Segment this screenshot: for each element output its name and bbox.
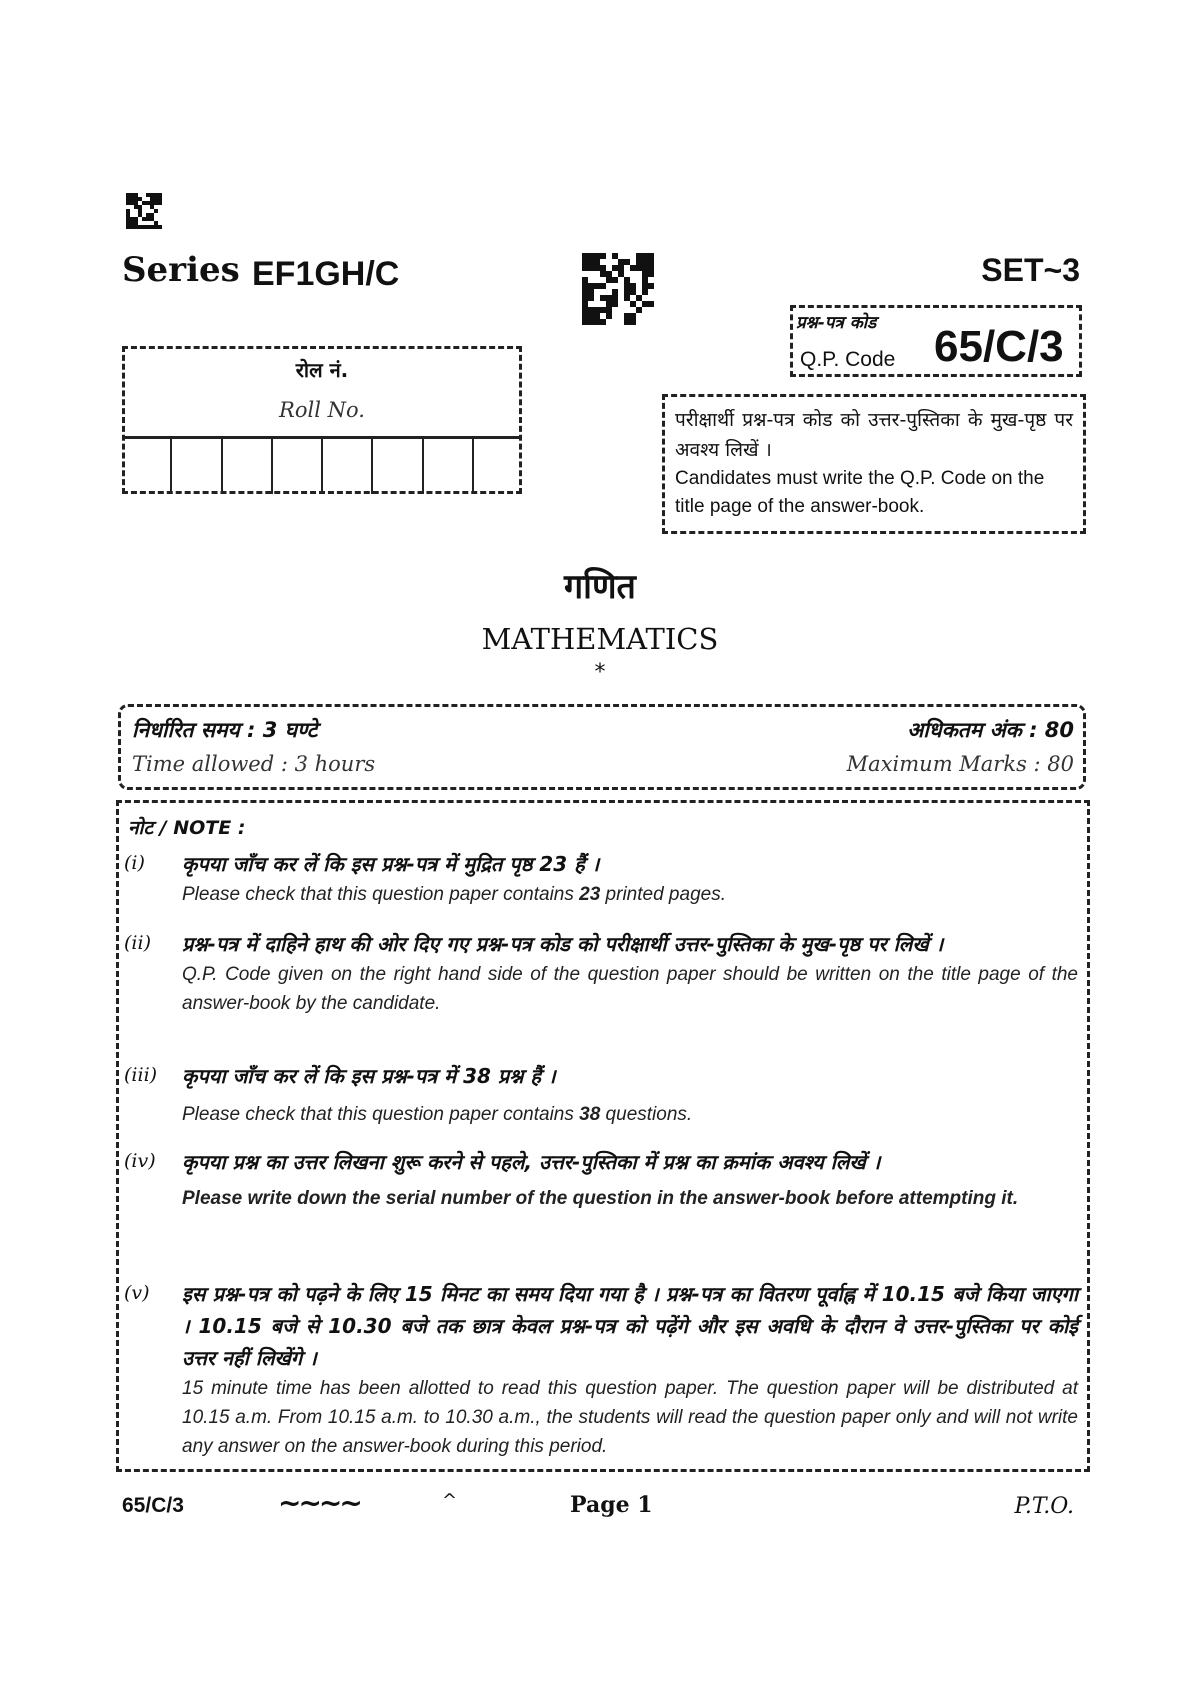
roll-cell[interactable] xyxy=(323,439,373,494)
instruction-en: Candidates must write the Q.P. Code on the title page of the answer-book. xyxy=(675,468,1045,517)
note-hindi: कृपया प्रश्न का उत्तर लिखना शुरू करने से पहले, उत्तर-पुस्तिका में प्रश्न का क्रमांक अवश्य लिखें । xyxy=(182,1150,881,1174)
note-en: Q.P. Code given on the right hand side of the question paper should be written on the title page of the answer-book by the candidate. xyxy=(182,964,1078,1014)
note-item xyxy=(182,928,1078,1018)
subject-title-hindi: गणित xyxy=(564,567,636,607)
subject-title: MATHEMATICS xyxy=(481,622,719,656)
qp-code-label: Q.P. Code xyxy=(800,348,896,371)
max-marks: Maximum Marks : 80 xyxy=(846,752,1074,776)
note-number: (v) xyxy=(124,1282,150,1304)
page-number: Page 1 xyxy=(570,1492,653,1518)
pto-label: P.T.O. xyxy=(1014,1494,1074,1519)
note-number: (iii) xyxy=(124,1064,158,1086)
note-en: Please write down the serial number of the question in the answer-book before attempting it. xyxy=(182,1188,1019,1209)
qp-code-label-hindi: प्रश्न-पत्र कोड xyxy=(796,313,877,333)
footer-qp-code: 65/C/3 xyxy=(122,1494,184,1517)
roll-cell[interactable] xyxy=(273,439,323,494)
qp-code-value: 65/C/3 xyxy=(934,322,1064,371)
time-allowed: Time allowed : 3 hours xyxy=(132,752,376,776)
max-marks-hindi: अधिकतम अंक : 80 xyxy=(907,718,1074,742)
roll-label: Roll No. xyxy=(279,398,365,422)
roll-cell[interactable] xyxy=(424,439,474,494)
note-en: Please check that this question paper contains 23 printed pages. xyxy=(182,884,726,905)
qp-instruction-box xyxy=(662,394,1086,534)
set-label: SET~3 xyxy=(981,252,1080,288)
note-en: Please check that this question paper contains 38 questions. xyxy=(182,1104,693,1125)
note-hindi: कृपया जाँच कर लें कि इस प्रश्न-पत्र में मुद्रित पृष्ठ 23 हैं । xyxy=(182,852,600,876)
note-hindi: इस प्रश्न-पत्र को पढ़ने के लिए 15 मिनट का समय दिया गया है । प्रश्न-पत्र का वितरण पूर्वाह्न में 10.15 बजे किया जाएगा । 10.15 बजे से 10.30 बजे तक छात्र केवल प्रश्न-पत्र को पढ़ेंगे और इस अवधि के दौरान वे उत्तर-पुस्तिका पर कोई उत्तर नहीं लिखेंगे । xyxy=(182,1282,1078,1370)
note-item xyxy=(182,1278,1078,1461)
roll-cell[interactable] xyxy=(122,439,172,494)
note-number: (ii) xyxy=(124,932,151,954)
instruction-hindi: परीक्षार्थी प्रश्न-पत्र कोड को उत्तर-पुस्तिका के मुख-पृष्ठ पर अवश्य लिखें । xyxy=(675,409,1073,461)
footer-wave: ~~~~ xyxy=(278,1486,360,1519)
time-allowed-hindi: निर्धारित समय : 3 घण्टे xyxy=(132,718,318,742)
roll-number-cells[interactable] xyxy=(122,436,522,494)
roll-cell[interactable] xyxy=(223,439,273,494)
qr-code-small-icon xyxy=(126,193,162,229)
note-item xyxy=(182,1060,1078,1129)
note-number: (i) xyxy=(124,852,145,874)
roll-cell[interactable] xyxy=(172,439,222,494)
star-mark: * xyxy=(594,660,606,685)
note-item xyxy=(182,1146,1078,1213)
series-code: EF1GH/C xyxy=(252,255,400,293)
series-label: Series xyxy=(122,250,240,290)
roll-cell[interactable] xyxy=(373,439,423,494)
note-en: 15 minute time has been allotted to read this question paper. The question paper will be distributed at 10.15 a.m. From 10.15 a.m. to 10.30 a.m., the students will read the question paper only and will not write any answer on the answer-book during this period. xyxy=(182,1378,1078,1457)
qr-code-icon xyxy=(582,253,654,325)
note-hindi: प्रश्न-पत्र में दाहिने हाथ की ओर दिए गए प्रश्न-पत्र कोड को परीक्षार्थी उत्तर-पुस्तिका के मुख-पृष्ठ पर लिखें । xyxy=(182,932,944,956)
notes-heading: नोट / NOTE : xyxy=(128,817,246,839)
roll-cell[interactable] xyxy=(474,439,522,494)
footer-caret: ^ xyxy=(442,1490,458,1511)
note-hindi: कृपया जाँच कर लें कि इस प्रश्न-पत्र में 38 प्रश्न हैं । xyxy=(182,1064,556,1088)
note-item xyxy=(182,848,1078,909)
roll-label-hindi: रोल नं. xyxy=(295,358,349,382)
note-number: (iv) xyxy=(124,1150,156,1172)
